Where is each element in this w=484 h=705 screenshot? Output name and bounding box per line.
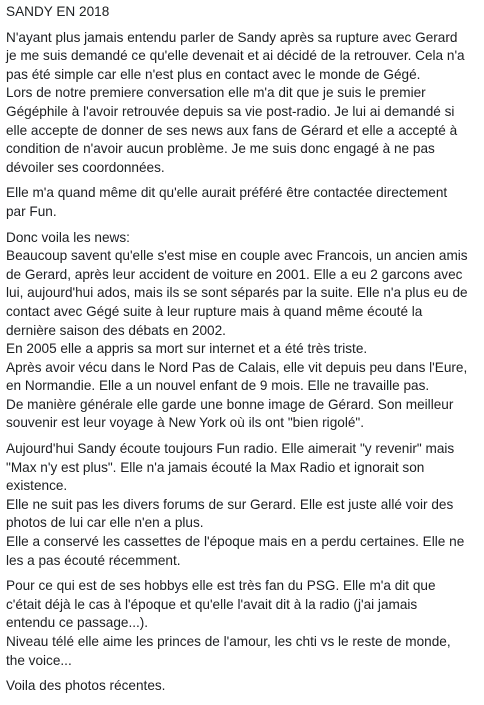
paragraph-line: condition de n'avoir aucun problème. Je me suis donc engagé à ne pas — [6, 141, 435, 157]
paragraph-line: Aujourd'hui Sandy écoute toujours Fun radio. Elle aimerait "y revenir" mais — [6, 441, 455, 457]
post-title: SANDY EN 2018 — [6, 4, 110, 19]
paragraph-line: souvenir est leur voyage à New York où ils ont "bien rigolé". — [6, 415, 365, 431]
paragraph-line: Donc voila les news: — [6, 229, 130, 245]
paragraph-line: Après avoir vécu dans le Nord Pas de Calais, elle vit depuis peu dans l'Eure, — [6, 359, 468, 375]
paragraph-line: Pour ce qui est de ses hobbys elle est très fan du PSG. Elle m'a dit que — [6, 578, 436, 594]
post-paragraphs — [6, 29, 480, 696]
paragraph-line: Beaucoup savent qu'elle s'est mise en couple avec Francois, un ancien amis — [6, 248, 468, 264]
paragraph-line: photos de lui car elle n'en a plus. — [6, 515, 204, 531]
paragraph-line: Voila des photos récentes. — [6, 678, 166, 694]
post-paragraph — [6, 440, 480, 570]
post-paragraph — [6, 229, 480, 434]
paragraph-line: les a pas écouté récemment. — [6, 552, 181, 568]
paragraph-line: elle accepte de donner de ses news aux fans de Gérard et elle a accepté à — [6, 122, 458, 138]
paragraph-line: dernière saison des débats en 2002. — [6, 322, 226, 338]
paragraph-line: de Gerard, après leur accident de voiture en 2001. Elle a eu 2 garcons avec — [6, 266, 463, 282]
paragraph-line: the voice... — [6, 652, 72, 668]
post-paragraph — [6, 29, 480, 178]
paragraph-line: contact avec Gégé suite à leur rupture mais à quand même écouté la — [6, 303, 423, 319]
paragraph-line: De manière générale elle garde une bonne image de Gérard. Son meilleur — [6, 396, 454, 412]
paragraph-line: Elle m'a quand même dit qu'elle aurait préféré être contactée directement — [6, 185, 448, 201]
paragraph-line: En 2005 elle a appris sa mort sur internet et a été très triste. — [6, 341, 368, 357]
paragraph-line: lui, aujourd'hui ados, mais ils se sont séparés par la suite. Elle n'a plus eu de — [6, 285, 468, 301]
paragraph-line: pas été simple car elle n'est plus en contact avec le monde de Gégé. — [6, 66, 421, 82]
paragraph-line: dévoiler ses coordonnées. — [6, 159, 165, 175]
paragraph-line: entendu ce passage...). — [6, 615, 149, 631]
paragraph-line: "Max n'y est plus". Elle n'a jamais écouté la Max Radio et ignorait son — [6, 459, 425, 475]
paragraph-line: c'était déjà le cas à l'époque et qu'elle l'avait dit à la radio (j'ai jamais — [6, 596, 418, 612]
paragraph-line: en Normandie. Elle a un nouvel enfant de 9 mois. Elle ne travaille pas. — [6, 378, 430, 394]
paragraph-line: par Fun. — [6, 203, 57, 219]
paragraph-line: Elle ne suit pas les divers forums de sur Gerard. Elle est juste allé voir des — [6, 496, 454, 512]
paragraph-line: existence. — [6, 478, 68, 494]
paragraph-line: Gégéphile à l'avoir retrouvée depuis sa vie post-radio. Je lui ai demandé si — [6, 103, 455, 119]
paragraph-line: N'ayant plus jamais entendu parler de Sandy après sa rupture avec Gerard — [6, 29, 458, 45]
paragraph-line: Lors de notre premiere conversation elle m'a dit que je suis le premier — [6, 85, 426, 101]
post-paragraph — [6, 184, 480, 221]
paragraph-line: Niveau télé elle aime les princes de l'amour, les chti vs le reste de monde, — [6, 634, 451, 649]
paragraph-line: je me suis demandé ce qu'elle devenait et ai décidé de la retrouver. Cela n'a — [6, 48, 465, 64]
post-paragraph — [6, 677, 480, 696]
paragraph-line: Elle a conservé les cassettes de l'époque mais en a perdu certaines. Elle ne — [6, 534, 465, 550]
post-paragraph — [6, 577, 480, 670]
